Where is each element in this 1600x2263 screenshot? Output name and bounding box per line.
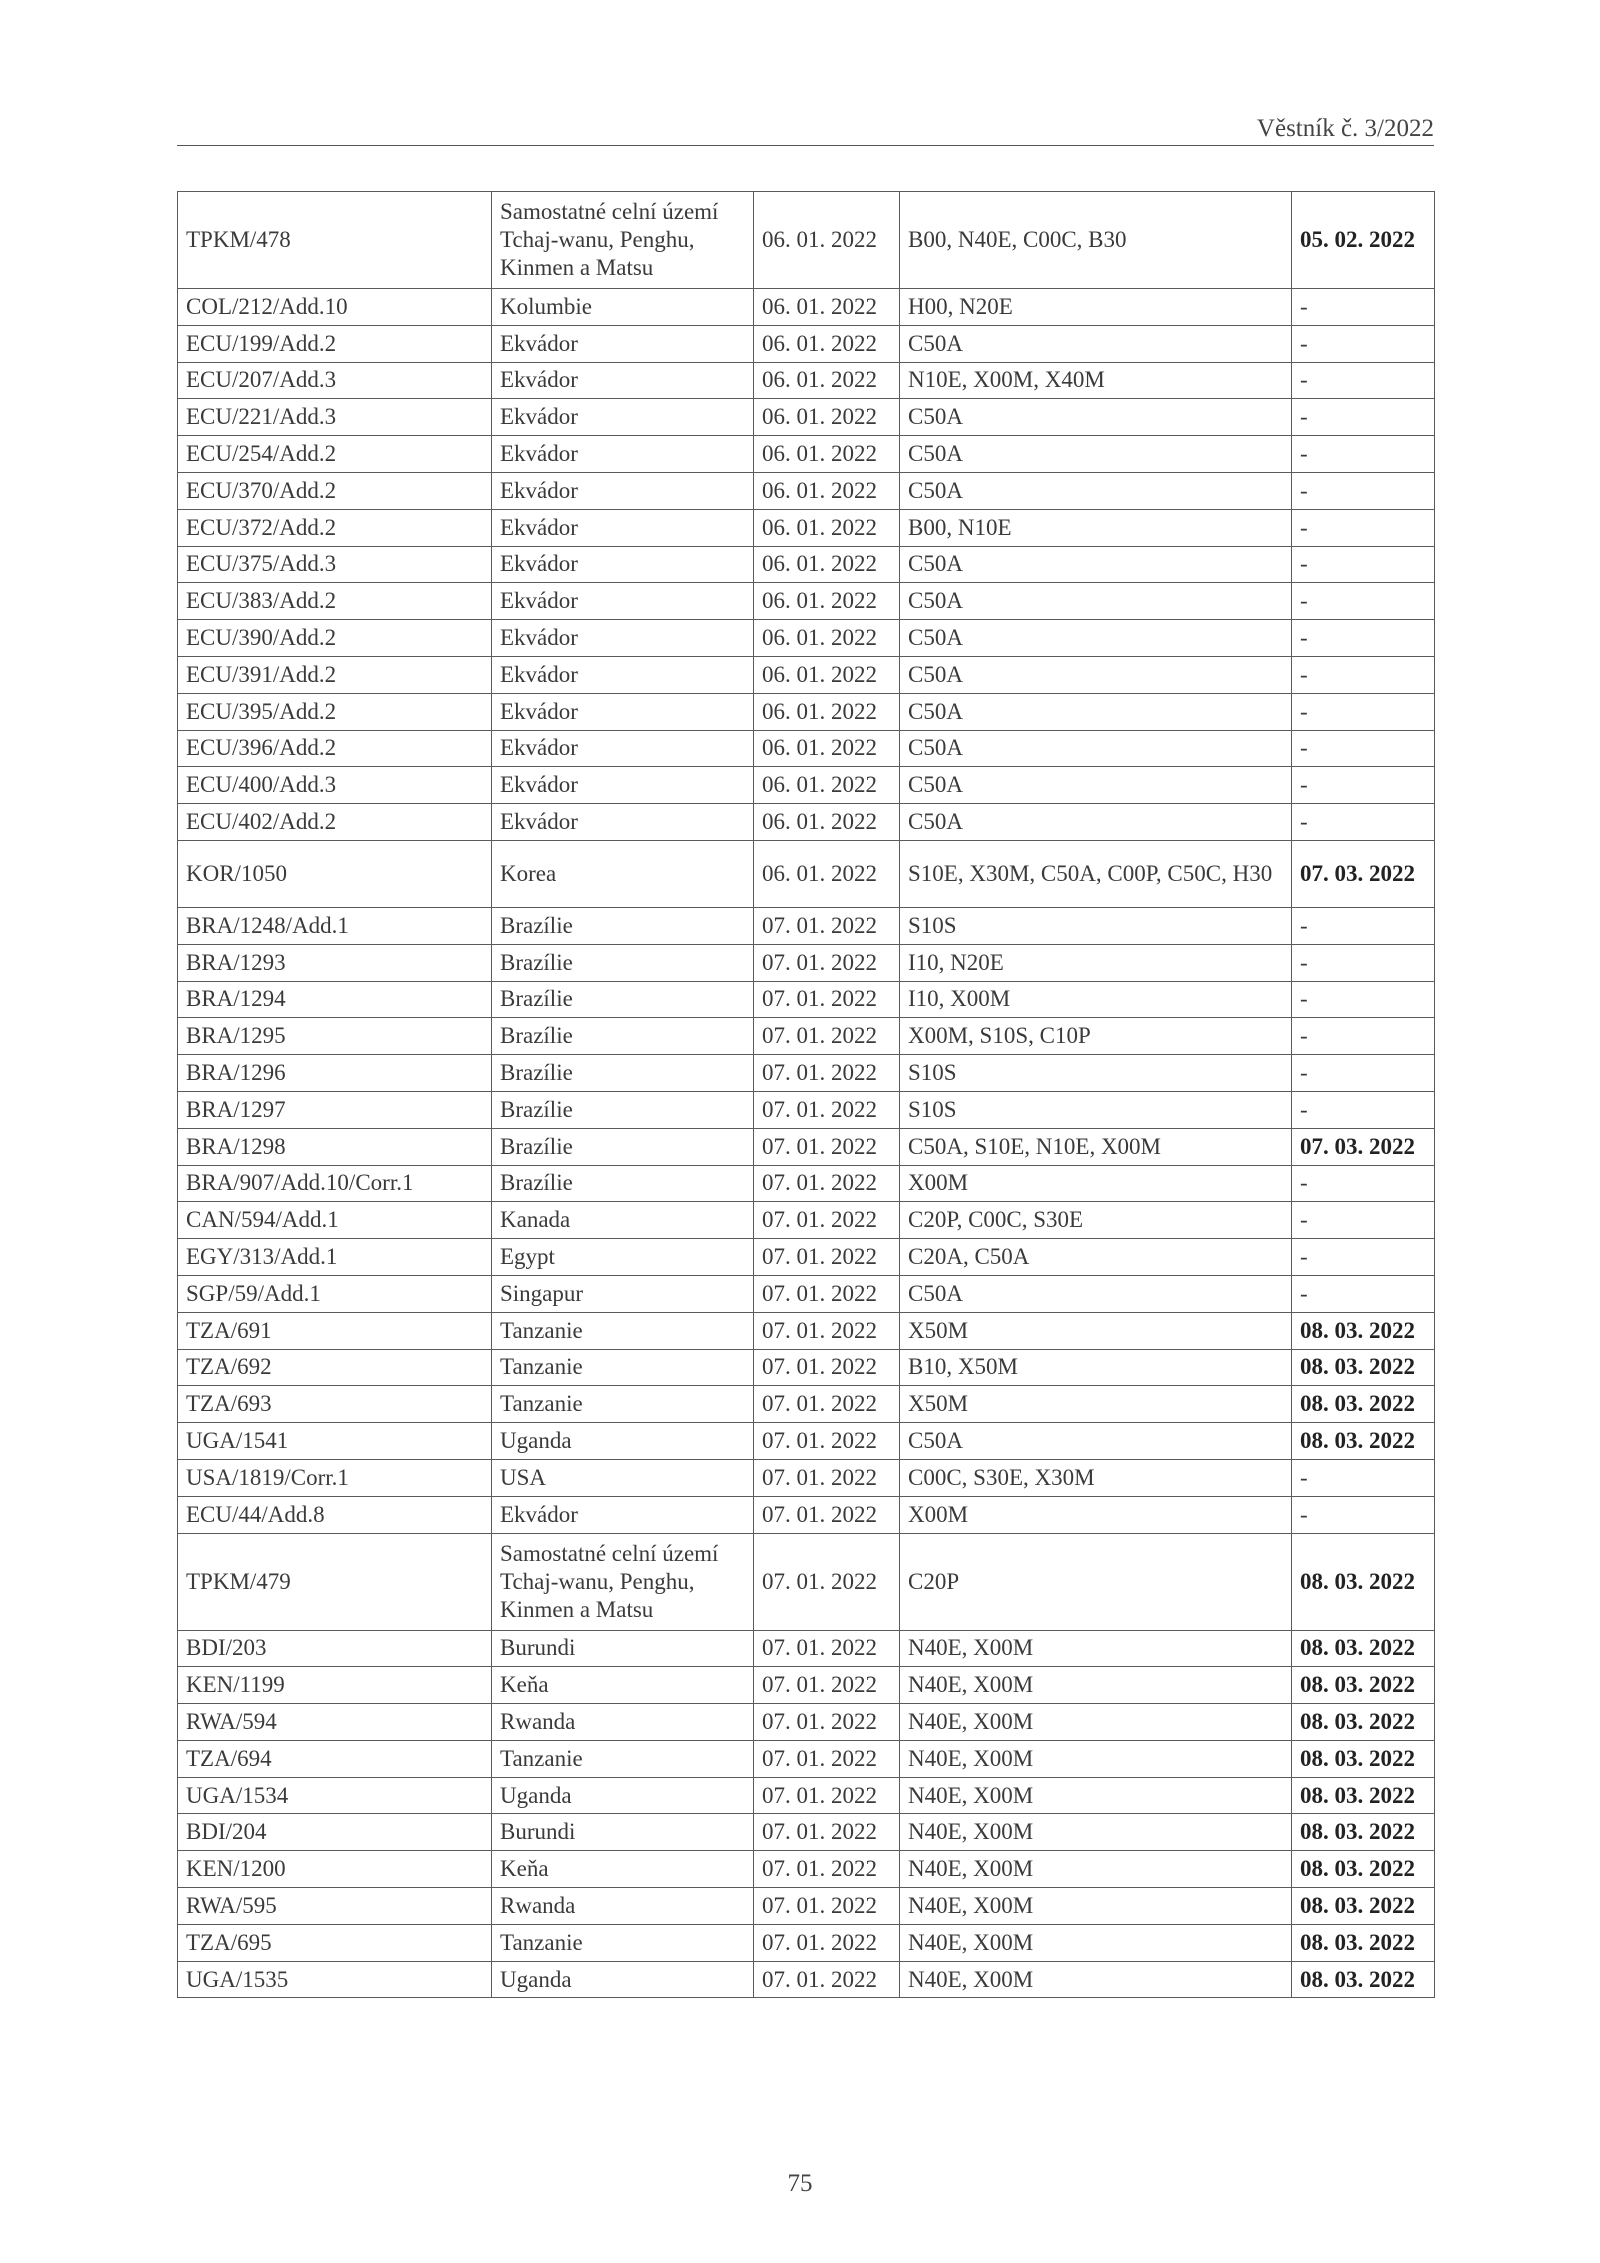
codes-cell: S10S [900,1055,1292,1092]
table-row [178,289,1435,326]
date-cell: 06. 01. 2022 [754,656,900,693]
document-code-cell: ECU/221/Add.3 [178,399,492,436]
table-row [178,583,1435,620]
date-cell: 07. 01. 2022 [754,1202,900,1239]
date-cell: 07. 01. 2022 [754,1533,900,1630]
table-row [178,1814,1435,1851]
table-row [178,1924,1435,1961]
document-code-cell: ECU/254/Add.2 [178,436,492,473]
country-cell: Tanzanie [492,1349,754,1386]
document-code-cell: KOR/1050 [178,840,492,907]
date-cell: 07. 01. 2022 [754,944,900,981]
codes-cell: N40E, X00M [900,1924,1292,1961]
country-cell: Ekvádor [492,767,754,804]
date-cell: 07. 01. 2022 [754,1055,900,1092]
table-row [178,944,1435,981]
table-row [178,981,1435,1018]
deadline-cell: - [1292,907,1435,944]
table-row [178,840,1435,907]
country-cell: USA [492,1459,754,1496]
date-cell: 07. 01. 2022 [754,1018,900,1055]
country-cell: Ekvádor [492,472,754,509]
deadline-cell: - [1292,1239,1435,1276]
codes-cell: C50A [900,1275,1292,1312]
document-code-cell: UGA/1535 [178,1961,492,1998]
deadline-cell: - [1292,325,1435,362]
table-row [178,399,1435,436]
codes-cell: C50A [900,472,1292,509]
table-row [178,1312,1435,1349]
document-code-cell: ECU/207/Add.3 [178,362,492,399]
deadline-cell: - [1292,1091,1435,1128]
country-cell: Rwanda [492,1704,754,1741]
country-cell: Uganda [492,1961,754,1998]
date-cell: 07. 01. 2022 [754,1275,900,1312]
deadline-cell: 08. 03. 2022 [1292,1961,1435,1998]
deadline-cell: 08. 03. 2022 [1292,1630,1435,1667]
country-cell: Brazílie [492,1055,754,1092]
table-row [178,1459,1435,1496]
codes-cell: C50A [900,1423,1292,1460]
codes-cell: X00M [900,1165,1292,1202]
deadline-cell: - [1292,289,1435,326]
table-row [178,730,1435,767]
document-code-cell: COL/212/Add.10 [178,289,492,326]
deadline-cell: - [1292,1459,1435,1496]
codes-cell: C20A, C50A [900,1239,1292,1276]
document-code-cell: BRA/1248/Add.1 [178,907,492,944]
notification-table [177,191,1435,1998]
table-row [178,804,1435,841]
date-cell: 07. 01. 2022 [754,1704,900,1741]
document-code-cell: ECU/396/Add.2 [178,730,492,767]
date-cell: 07. 01. 2022 [754,1312,900,1349]
codes-cell: S10S [900,907,1292,944]
document-code-cell: KEN/1200 [178,1851,492,1888]
codes-cell: N40E, X00M [900,1851,1292,1888]
document-code-cell: TZA/693 [178,1386,492,1423]
country-cell: Rwanda [492,1888,754,1925]
table-row [178,1777,1435,1814]
date-cell: 06. 01. 2022 [754,192,900,289]
codes-cell: S10S [900,1091,1292,1128]
deadline-cell: - [1292,436,1435,473]
date-cell: 06. 01. 2022 [754,399,900,436]
country-cell: Ekvádor [492,509,754,546]
date-cell: 07. 01. 2022 [754,1814,900,1851]
deadline-cell: - [1292,804,1435,841]
table-row [178,1496,1435,1533]
table-row [178,1630,1435,1667]
country-cell: Ekvádor [492,656,754,693]
country-cell: Korea [492,840,754,907]
document-code-cell: ECU/395/Add.2 [178,693,492,730]
document-code-cell: TZA/695 [178,1924,492,1961]
deadline-cell: - [1292,730,1435,767]
codes-cell: N10E, X00M, X40M [900,362,1292,399]
date-cell: 07. 01. 2022 [754,1349,900,1386]
deadline-cell: 08. 03. 2022 [1292,1777,1435,1814]
codes-cell: C50A [900,804,1292,841]
country-cell: Egypt [492,1239,754,1276]
codes-cell: X00M, S10S, C10P [900,1018,1292,1055]
table-row [178,1275,1435,1312]
date-cell: 07. 01. 2022 [754,1667,900,1704]
date-cell: 06. 01. 2022 [754,583,900,620]
table-row [178,325,1435,362]
country-cell: Uganda [492,1777,754,1814]
table-row [178,1704,1435,1741]
country-cell: Keňa [492,1667,754,1704]
table-row [178,1091,1435,1128]
date-cell: 06. 01. 2022 [754,436,900,473]
date-cell: 06. 01. 2022 [754,325,900,362]
document-code-cell: TZA/691 [178,1312,492,1349]
deadline-cell: - [1292,399,1435,436]
deadline-cell: 08. 03. 2022 [1292,1423,1435,1460]
document-code-cell: BRA/1297 [178,1091,492,1128]
country-cell: Brazílie [492,1128,754,1165]
date-cell: 06. 01. 2022 [754,620,900,657]
document-code-cell: ECU/370/Add.2 [178,472,492,509]
date-cell: 07. 01. 2022 [754,1924,900,1961]
country-cell: Ekvádor [492,399,754,436]
document-code-cell: UGA/1541 [178,1423,492,1460]
table-row [178,1165,1435,1202]
document-code-cell: EGY/313/Add.1 [178,1239,492,1276]
deadline-cell: 08. 03. 2022 [1292,1924,1435,1961]
document-code-cell: ECU/375/Add.3 [178,546,492,583]
codes-cell: C20P, C00C, S30E [900,1202,1292,1239]
date-cell: 06. 01. 2022 [754,289,900,326]
document-code-cell: USA/1819/Corr.1 [178,1459,492,1496]
document-code-cell: ECU/400/Add.3 [178,767,492,804]
date-cell: 07. 01. 2022 [754,1740,900,1777]
document-code-cell: CAN/594/Add.1 [178,1202,492,1239]
table-row [178,192,1435,289]
page-number: 75 [787,2170,813,2197]
deadline-cell: 08. 03. 2022 [1292,1704,1435,1741]
date-cell: 07. 01. 2022 [754,1091,900,1128]
table-row [178,1202,1435,1239]
deadline-cell: - [1292,362,1435,399]
date-cell: 06. 01. 2022 [754,693,900,730]
country-cell: Tanzanie [492,1740,754,1777]
document-code-cell: BDI/204 [178,1814,492,1851]
date-cell: 07. 01. 2022 [754,1888,900,1925]
document-code-cell: ECU/390/Add.2 [178,620,492,657]
deadline-cell: 07. 03. 2022 [1292,840,1435,907]
deadline-cell: - [1292,546,1435,583]
codes-cell: B00, N10E [900,509,1292,546]
table-row [178,656,1435,693]
table-row [178,1888,1435,1925]
codes-cell: X50M [900,1312,1292,1349]
date-cell: 07. 01. 2022 [754,1128,900,1165]
country-cell: Ekvádor [492,325,754,362]
deadline-cell: - [1292,1018,1435,1055]
deadline-cell: 08. 03. 2022 [1292,1667,1435,1704]
codes-cell: B10, X50M [900,1349,1292,1386]
date-cell: 07. 01. 2022 [754,1496,900,1533]
codes-cell: C50A [900,583,1292,620]
date-cell: 07. 01. 2022 [754,907,900,944]
country-cell: Samostatné celní území Tchaj-wanu, Penghu, Kinmen a Matsu [492,1533,754,1630]
country-cell: Tanzanie [492,1386,754,1423]
codes-cell: C50A [900,436,1292,473]
codes-cell: I10, X00M [900,981,1292,1018]
codes-cell: C20P [900,1533,1292,1630]
document-code-cell: TPKM/478 [178,192,492,289]
codes-cell: N40E, X00M [900,1667,1292,1704]
date-cell: 07. 01. 2022 [754,1423,900,1460]
date-cell: 07. 01. 2022 [754,981,900,1018]
deadline-cell: - [1292,472,1435,509]
country-cell: Ekvádor [492,1496,754,1533]
table-row [178,1239,1435,1276]
country-cell: Tanzanie [492,1312,754,1349]
document-code-cell: TZA/694 [178,1740,492,1777]
codes-cell: C50A [900,620,1292,657]
codes-cell: C50A [900,730,1292,767]
table-row [178,1851,1435,1888]
table-row [178,907,1435,944]
country-cell: Ekvádor [492,362,754,399]
deadline-cell: - [1292,767,1435,804]
table-row [178,1018,1435,1055]
document-code-cell: BRA/1298 [178,1128,492,1165]
deadline-cell: 08. 03. 2022 [1292,1740,1435,1777]
codes-cell: N40E, X00M [900,1704,1292,1741]
date-cell: 07. 01. 2022 [754,1165,900,1202]
document-code-cell: ECU/391/Add.2 [178,656,492,693]
deadline-cell: - [1292,944,1435,981]
country-cell: Ekvádor [492,620,754,657]
document-code-cell: UGA/1534 [178,1777,492,1814]
deadline-cell: - [1292,509,1435,546]
date-cell: 06. 01. 2022 [754,472,900,509]
codes-cell: I10, N20E [900,944,1292,981]
country-cell: Brazílie [492,1165,754,1202]
table-row [178,1055,1435,1092]
table-row [178,546,1435,583]
deadline-cell: 05. 02. 2022 [1292,192,1435,289]
deadline-cell: 08. 03. 2022 [1292,1851,1435,1888]
date-cell: 07. 01. 2022 [754,1239,900,1276]
country-cell: Brazílie [492,907,754,944]
date-cell: 06. 01. 2022 [754,767,900,804]
document-code-cell: ECU/402/Add.2 [178,804,492,841]
table-row [178,1386,1435,1423]
table-row [178,1961,1435,1998]
deadline-cell: 08. 03. 2022 [1292,1888,1435,1925]
table-row [178,1667,1435,1704]
table-body [178,192,1435,1998]
codes-cell: C50A, S10E, N10E, X00M [900,1128,1292,1165]
deadline-cell: - [1292,981,1435,1018]
codes-cell: N40E, X00M [900,1740,1292,1777]
codes-cell: N40E, X00M [900,1814,1292,1851]
deadline-cell: - [1292,620,1435,657]
deadline-cell: - [1292,1055,1435,1092]
deadline-cell: - [1292,583,1435,620]
codes-cell: C50A [900,693,1292,730]
document-code-cell: BRA/1295 [178,1018,492,1055]
country-cell: Samostatné celní území Tchaj-wanu, Penghu, Kinmen a Matsu [492,192,754,289]
codes-cell: C50A [900,325,1292,362]
date-cell: 06. 01. 2022 [754,362,900,399]
date-cell: 06. 01. 2022 [754,546,900,583]
codes-cell: C50A [900,399,1292,436]
deadline-cell: - [1292,1496,1435,1533]
deadline-cell: - [1292,693,1435,730]
document-code-cell: BDI/203 [178,1630,492,1667]
country-cell: Keňa [492,1851,754,1888]
country-cell: Singapur [492,1275,754,1312]
document-code-cell: RWA/594 [178,1704,492,1741]
deadline-cell: - [1292,1202,1435,1239]
codes-cell: C50A [900,656,1292,693]
deadline-cell: - [1292,656,1435,693]
document-code-cell: TZA/692 [178,1349,492,1386]
table-row [178,1423,1435,1460]
country-cell: Ekvádor [492,804,754,841]
codes-cell: X00M [900,1496,1292,1533]
codes-cell: N40E, X00M [900,1630,1292,1667]
country-cell: Burundi [492,1630,754,1667]
deadline-cell: 08. 03. 2022 [1292,1386,1435,1423]
deadline-cell: 07. 03. 2022 [1292,1128,1435,1165]
country-cell: Ekvádor [492,693,754,730]
table-row [178,472,1435,509]
table-row [178,362,1435,399]
country-cell: Ekvádor [492,546,754,583]
deadline-cell: 08. 03. 2022 [1292,1533,1435,1630]
country-cell: Ekvádor [492,730,754,767]
codes-cell: C00C, S30E, X30M [900,1459,1292,1496]
date-cell: 06. 01. 2022 [754,509,900,546]
table-row [178,1740,1435,1777]
document-code-cell: BRA/907/Add.10/Corr.1 [178,1165,492,1202]
document-code-cell: BRA/1293 [178,944,492,981]
document-code-cell: ECU/372/Add.2 [178,509,492,546]
date-cell: 07. 01. 2022 [754,1386,900,1423]
country-cell: Brazílie [492,944,754,981]
table-row [178,509,1435,546]
date-cell: 06. 01. 2022 [754,804,900,841]
date-cell: 07. 01. 2022 [754,1961,900,1998]
document-code-cell: ECU/199/Add.2 [178,325,492,362]
date-cell: 07. 01. 2022 [754,1777,900,1814]
date-cell: 07. 01. 2022 [754,1630,900,1667]
document-code-cell: BRA/1294 [178,981,492,1018]
date-cell: 06. 01. 2022 [754,730,900,767]
table-row [178,436,1435,473]
document-code-cell: TPKM/479 [178,1533,492,1630]
table-row [178,1128,1435,1165]
page-header [177,111,1434,146]
deadline-cell: 08. 03. 2022 [1292,1312,1435,1349]
country-cell: Kolumbie [492,289,754,326]
codes-cell: N40E, X00M [900,1777,1292,1814]
country-cell: Brazílie [492,981,754,1018]
country-cell: Burundi [492,1814,754,1851]
country-cell: Ekvádor [492,583,754,620]
document-code-cell: SGP/59/Add.1 [178,1275,492,1312]
deadline-cell: 08. 03. 2022 [1292,1349,1435,1386]
date-cell: 07. 01. 2022 [754,1459,900,1496]
document-code-cell: RWA/595 [178,1888,492,1925]
table-row [178,1533,1435,1630]
document-code-cell: KEN/1199 [178,1667,492,1704]
codes-cell: N40E, X00M [900,1961,1292,1998]
country-cell: Brazílie [492,1091,754,1128]
codes-cell: H00, N20E [900,289,1292,326]
country-cell: Tanzanie [492,1924,754,1961]
country-cell: Brazílie [492,1018,754,1055]
document-code-cell: BRA/1296 [178,1055,492,1092]
codes-cell: S10E, X30M, C50A, C00P, C50C, H30 [900,840,1292,907]
date-cell: 06. 01. 2022 [754,840,900,907]
deadline-cell: - [1292,1165,1435,1202]
bulletin-title: Věstník č. 3/2022 [1256,115,1434,142]
country-cell: Ekvádor [492,436,754,473]
country-cell: Kanada [492,1202,754,1239]
table-row [178,693,1435,730]
table-row [178,767,1435,804]
codes-cell: N40E, X00M [900,1888,1292,1925]
table-row [178,620,1435,657]
document-code-cell: ECU/383/Add.2 [178,583,492,620]
codes-cell: B00, N40E, C00C, B30 [900,192,1292,289]
deadline-cell: - [1292,1275,1435,1312]
country-cell: Uganda [492,1423,754,1460]
deadline-cell: 08. 03. 2022 [1292,1814,1435,1851]
document-code-cell: ECU/44/Add.8 [178,1496,492,1533]
codes-cell: C50A [900,767,1292,804]
date-cell: 07. 01. 2022 [754,1851,900,1888]
codes-cell: X50M [900,1386,1292,1423]
table-row [178,1349,1435,1386]
codes-cell: C50A [900,546,1292,583]
